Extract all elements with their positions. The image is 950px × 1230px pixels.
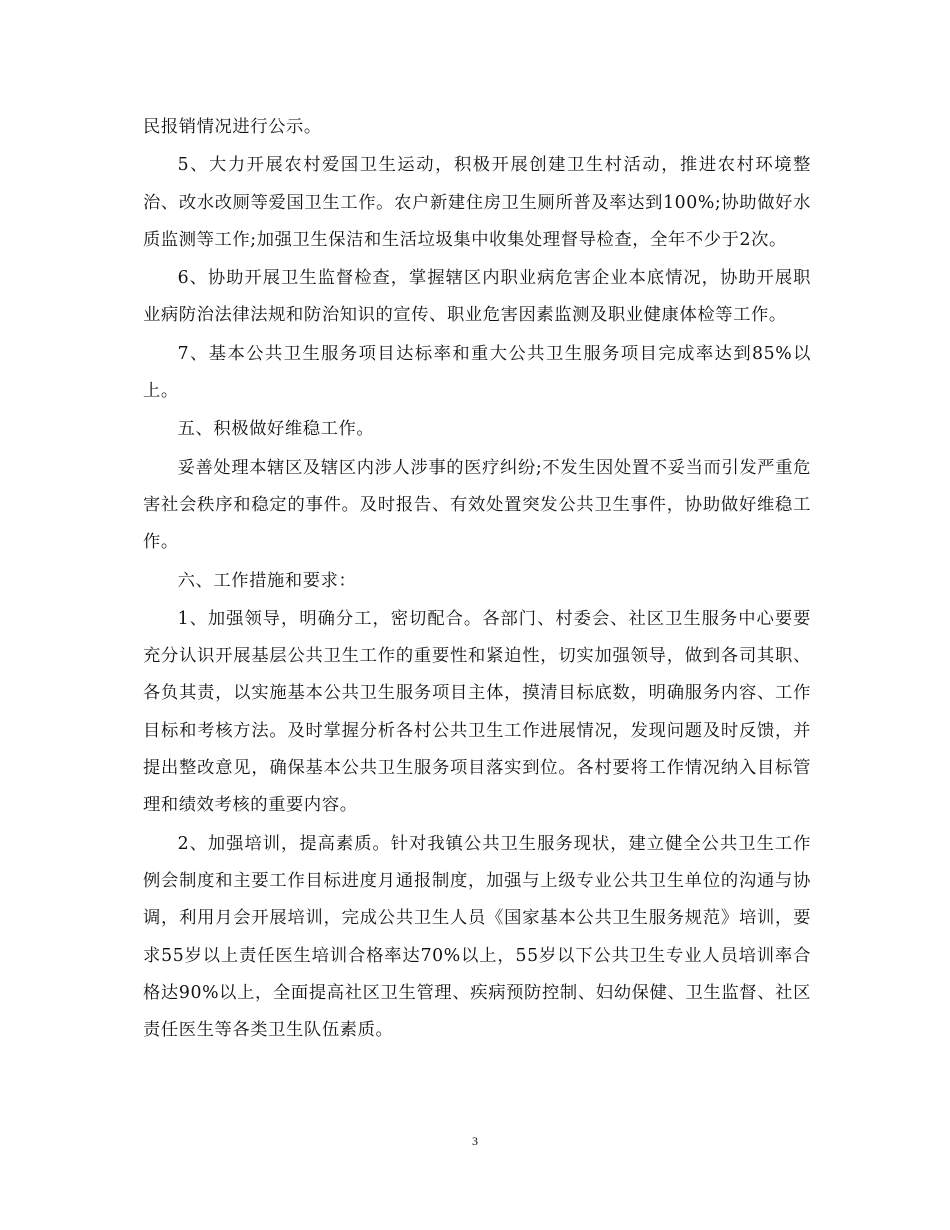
- paragraph-item-5: 5、大力开展农村爱国卫生运动，积极开展创建卫生村活动，推进农村环境整治、改水改厕等爱国卫生工作。农户新建住房卫生厕所普及率达到100%;协助做好水质监测等工作;加强卫生保洁和生活垃圾集中收集处理督导检查，全年不少于2次。: [143, 155, 811, 250]
- paragraph-measure-1: 1、加强领导，明确分工，密切配合。各部门、村委会、社区卫生服务中心要要充分认识开展基层公共卫生工作的重要性和紧迫性，切实加强领导，做到各司其职、各负其责，以实施基本公共卫生服务项目主体，摸清目标底数，明确服务内容、工作目标和考核方法。及时掌握分析各村公共卫生工作进展情况，发现问题及时反馈，并提出整改意见，确保基本公共卫生服务项目落实到位。各村要将工作情况纳入目标管理和绩效考核的重要内容。: [143, 608, 811, 816]
- paragraph-continuation: 民报销情况进行公示。: [143, 117, 322, 137]
- document-body: [143, 109, 811, 1050]
- page-number: 3: [472, 1134, 478, 1148]
- paragraph-item-6: 6、协助开展卫生监督检查，掌握辖区内职业病危害企业本底情况，协助开展职业病防治法律法规和防治知识的宣传、职业危害因素监测及职业健康体检等工作。: [143, 268, 811, 326]
- paragraph-measure-2: 2、加强培训，提高素质。针对我镇公共卫生服务现状，建立健全公共卫生工作例会制度和主要工作目标进度月通报制度，加强与上级专业公共卫生单位的沟通与协调，利用月会开展培训，完成公共卫生人员《国家基本公共卫生服务规范》培训，要求55岁以上责任医生培训合格率达70%以上，55岁以下公共卫生专业人员培训率合格达90%以上，全面提高社区卫生管理、疾病预防控制、妇幼保健、卫生监督、社区责任医生等各类卫生队伍素质。: [143, 833, 811, 1041]
- section-heading-6: 六、工作措施和要求：: [177, 570, 357, 591]
- paragraph-stability: 妥善处理本辖区及辖区内涉人涉事的医疗纠纷;不发生因处置不妥当而引发严重危害社会秩序和稳定的事件。及时报告、有效处置突发公共卫生事件，协助做好维稳工作。: [143, 457, 811, 553]
- paragraph-item-7: 7、基本公共卫生服务项目达标率和重大公共卫生服务项目完成率达到85%以上。: [143, 343, 811, 402]
- section-heading-5: 五、积极做好维稳工作。: [177, 419, 375, 440]
